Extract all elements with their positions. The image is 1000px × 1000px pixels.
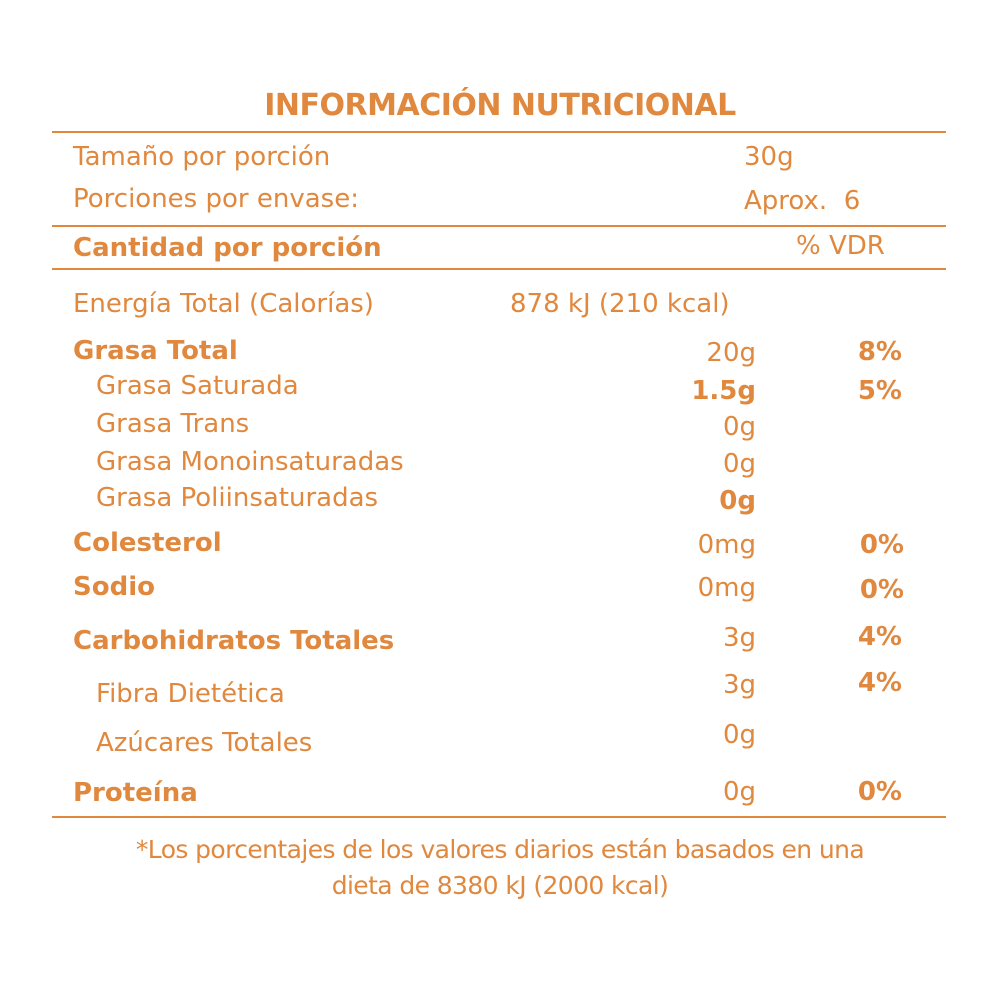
nutrient-amount: 1.5g xyxy=(691,376,756,406)
daily-value-heading: % VDR xyxy=(796,231,885,261)
daily-value-footnote xyxy=(0,832,1000,904)
amount-per-serving-heading: Cantidad por porción xyxy=(73,233,382,263)
nutrient-name: Fibra Dietética xyxy=(96,679,285,709)
nutrient-amount: 0g xyxy=(719,486,756,516)
servings-per-container-value: Aprox. 6 xyxy=(744,186,861,216)
label-title: INFORMACIÓN NUTRICIONAL xyxy=(264,88,736,123)
nutrient-amount: 0mg xyxy=(697,530,756,560)
nutrient-amount: 3g xyxy=(722,623,756,653)
nutrient-daily-value: 0% xyxy=(857,777,902,807)
nutrient-daily-value: 0% xyxy=(859,575,904,605)
nutrient-name: Grasa Monoinsaturadas xyxy=(96,447,404,477)
footnote-line-2: dieta de 8380 kJ (2000 kcal) xyxy=(331,871,669,900)
nutrient-name: Azúcares Totales xyxy=(96,728,313,758)
divider-top xyxy=(52,131,946,133)
nutrient-amount: 3g xyxy=(722,670,756,700)
nutrient-daily-value: 4% xyxy=(857,668,902,698)
divider-bottom xyxy=(52,816,946,818)
energy-value: 878 kJ (210 kcal) xyxy=(510,289,730,319)
divider-serving xyxy=(52,225,946,227)
nutrient-name: Colesterol xyxy=(73,528,222,558)
nutrient-amount: 0mg xyxy=(697,573,756,603)
servings-per-container-label: Porciones por envase: xyxy=(73,184,359,214)
serving-size-value: 30g xyxy=(744,142,794,172)
nutrient-name: Grasa Total xyxy=(73,336,238,366)
nutrient-name: Carbohidratos Totales xyxy=(73,626,395,656)
nutrient-name: Sodio xyxy=(73,572,155,602)
nutrient-name: Grasa Trans xyxy=(96,409,250,439)
serving-size-label: Tamaño por porción xyxy=(73,142,331,172)
nutrient-name: Grasa Poliinsaturadas xyxy=(96,483,379,513)
nutrient-amount: 20g xyxy=(706,338,756,368)
nutrient-daily-value: 5% xyxy=(857,376,902,406)
nutrient-amount: 0g xyxy=(722,449,756,479)
nutrient-amount: 0g xyxy=(722,720,756,750)
footnote-line-1: *Los porcentajes de los valores diarios están basados en una xyxy=(135,835,865,864)
divider-header xyxy=(52,268,946,270)
nutrient-daily-value: 4% xyxy=(857,622,902,652)
nutrient-name: Proteína xyxy=(73,778,198,808)
nutrient-daily-value: 0% xyxy=(859,530,904,560)
nutrient-daily-value: 8% xyxy=(857,337,902,367)
nutrient-amount: 0g xyxy=(722,777,756,807)
energy-label: Energía Total (Calorías) xyxy=(73,289,374,319)
nutrient-name: Grasa Saturada xyxy=(96,371,299,401)
nutrient-amount: 0g xyxy=(722,412,756,442)
